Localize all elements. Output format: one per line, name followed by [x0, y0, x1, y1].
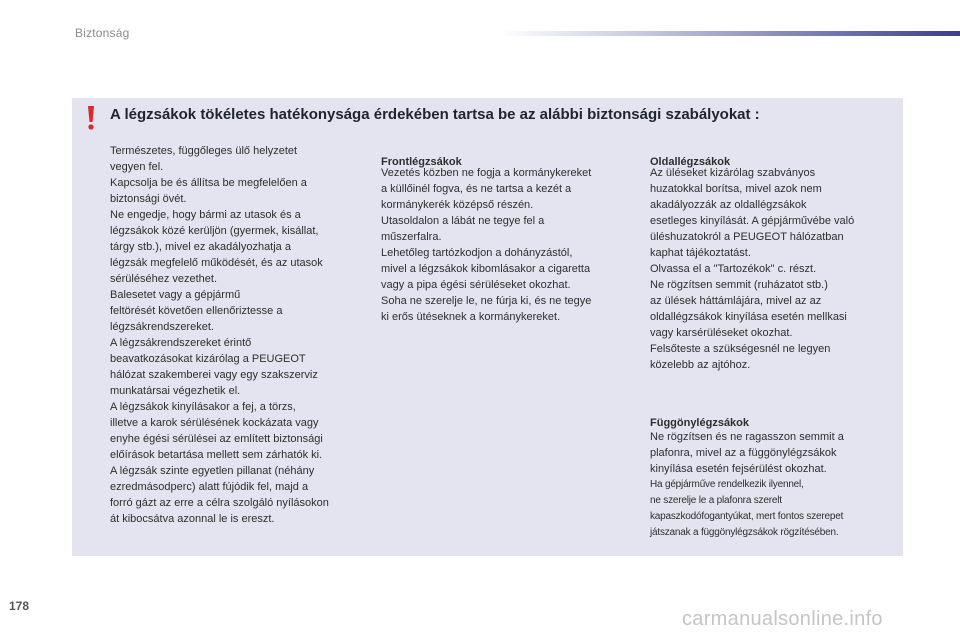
front-airbags-text [381, 165, 621, 325]
curtain-airbags-text [650, 429, 900, 541]
front-airbags-title: Frontlégzsákok [381, 156, 462, 169]
text-line: kormánykerék középső részén. [381, 199, 534, 211]
text-line: kapaszkodófogantyúkat, mert fontos szerepet [650, 511, 844, 522]
side-airbags-text [650, 165, 900, 373]
text-line: üléshuzatokról a PEUGEOT hálózatban [650, 231, 844, 243]
text-line: A légzsákok kinyílásakor a fej, a törzs, [110, 401, 296, 413]
general-rules-text [110, 143, 360, 527]
text-line: műszerfalra. [381, 231, 442, 243]
text-line: vagy karsérüléseket okozhat. [650, 327, 793, 339]
page-number: 178 [9, 599, 30, 613]
text-line: játszanak a függönylégzsákok rögzítésében. [650, 527, 839, 538]
text-line: beavatkozásokat kizárólag a PEUGEOT [110, 353, 306, 365]
warning-headline: A légzsákok tökéletes hatékonysága érdekében tartsa be az alábbi biztonsági szabályokat : [110, 106, 760, 123]
text-line: vagy a pipa égési sérüléseket okozhat. [381, 279, 571, 291]
text-line: kinyílása esetén fejsérülést okozhat. [650, 463, 827, 475]
text-line: sérüléséhez vezethet. [110, 273, 218, 285]
exclamation-icon [80, 105, 102, 131]
text-line: előírások betartása mellett sem zárhatók ki. [110, 449, 323, 461]
text-line: plafonra, mivel az a függönylégzsákok [650, 447, 837, 459]
text-line: hálózat szakemberei vagy egy szakszerviz [110, 369, 318, 381]
text-line: légzsák megfelelő működését, és az utasok [110, 257, 323, 269]
text-line: mivel a légzsákok kibomlásakor a cigaretta [381, 263, 591, 275]
text-line: oldallégzsákok kinyílása esetén mellkasi [650, 311, 847, 323]
text-line: enyhe égési sérülései az említett biztonsági [110, 433, 323, 445]
text-line: Lehetőleg tartózkodjon a dohányzástól, [381, 247, 573, 259]
text-line: Természetes, függőleges ülő helyzetet [110, 145, 298, 157]
text-line: Balesetet vagy a gépjármű [110, 289, 241, 301]
text-line: az ülések háttámlájára, mivel az az [650, 295, 822, 307]
curtain-airbags-title: Függönylégzsákok [650, 417, 750, 430]
text-line: Ne engedje, hogy bármi az utasok és a [110, 209, 301, 221]
text-line: közelebb az ajtóhoz. [650, 359, 751, 371]
text-line: biztonsági övét. [110, 193, 187, 205]
text-line: légzsákok közé kerüljön (gyermek, kisállat, [110, 225, 319, 237]
text-line: Felsőteste a szükségesnél ne legyen [650, 343, 831, 355]
text-line: légzsákrendszereket. [110, 321, 214, 333]
watermark: carmanualsonline.info [682, 608, 883, 630]
text-line: át kibocsátva azonnal le is ereszt. [110, 513, 275, 525]
text-line: huzatokkal borítsa, mivel azok nem [650, 183, 822, 195]
side-airbags-title: Oldallégzsákok [650, 156, 731, 169]
text-line: Ne rögzítsen és ne ragasszon semmit a [650, 431, 844, 443]
text-line: ezredmásodperc) alatt fújódik fel, majd a [110, 481, 309, 493]
text-line: Soha ne szerelje le, ne fúrja ki, és ne tegye [381, 295, 592, 307]
text-line: munkatársai végezhetik el. [110, 385, 241, 397]
text-line: Ha gépjárműve rendelkezik ilyennel, [650, 479, 804, 490]
text-line: Ne rögzítsen semmit (ruházatot stb.) [650, 279, 828, 291]
text-line: kaphat tájékoztatást. [650, 247, 751, 259]
text-line: Olvassa el a "Tartozékok" c. részt. [650, 263, 817, 275]
text-line: Az üléseket kizárólag szabványos [650, 167, 816, 179]
text-line: Kapcsolja be és állítsa be megfelelően a [110, 177, 307, 189]
text-line: esetleges kinyílását. A gépjárművébe való [650, 215, 855, 227]
curtain-airbags-note [650, 477, 900, 541]
text-line: a küllőinél fogva, és ne tartsa a kezét a [381, 183, 572, 195]
header-accent-bar [500, 31, 960, 36]
text-line: feltörését követően ellenőriztesse a [110, 305, 283, 317]
text-line: ne szerelje le a plafonra szerelt [650, 495, 782, 506]
text-line: A légzsák szinte egyetlen pillanat (néhány [110, 465, 315, 477]
text-line: ki erős ütéseknek a kormánykereket. [381, 311, 561, 323]
text-line: forró gázt az erre a célra szolgáló nyílásokon [110, 497, 329, 509]
text-line: Vezetés közben ne fogja a kormánykereket [381, 167, 592, 179]
text-line: A légzsákrendszereket érintő [110, 337, 252, 349]
text-line: Utasoldalon a lábát ne tegye fel a [381, 215, 545, 227]
text-line: vegyen fel. [110, 161, 164, 173]
text-line: tárgy stb.), mivel ez akadályozhatja a [110, 241, 291, 253]
text-line: akadályozzák az oldallégzsákok [650, 199, 807, 211]
curtain-airbags-main [650, 429, 900, 477]
section-title: Biztonság [75, 26, 130, 40]
text-line: illetve a karok sérülésének kockázata vagy [110, 417, 319, 429]
